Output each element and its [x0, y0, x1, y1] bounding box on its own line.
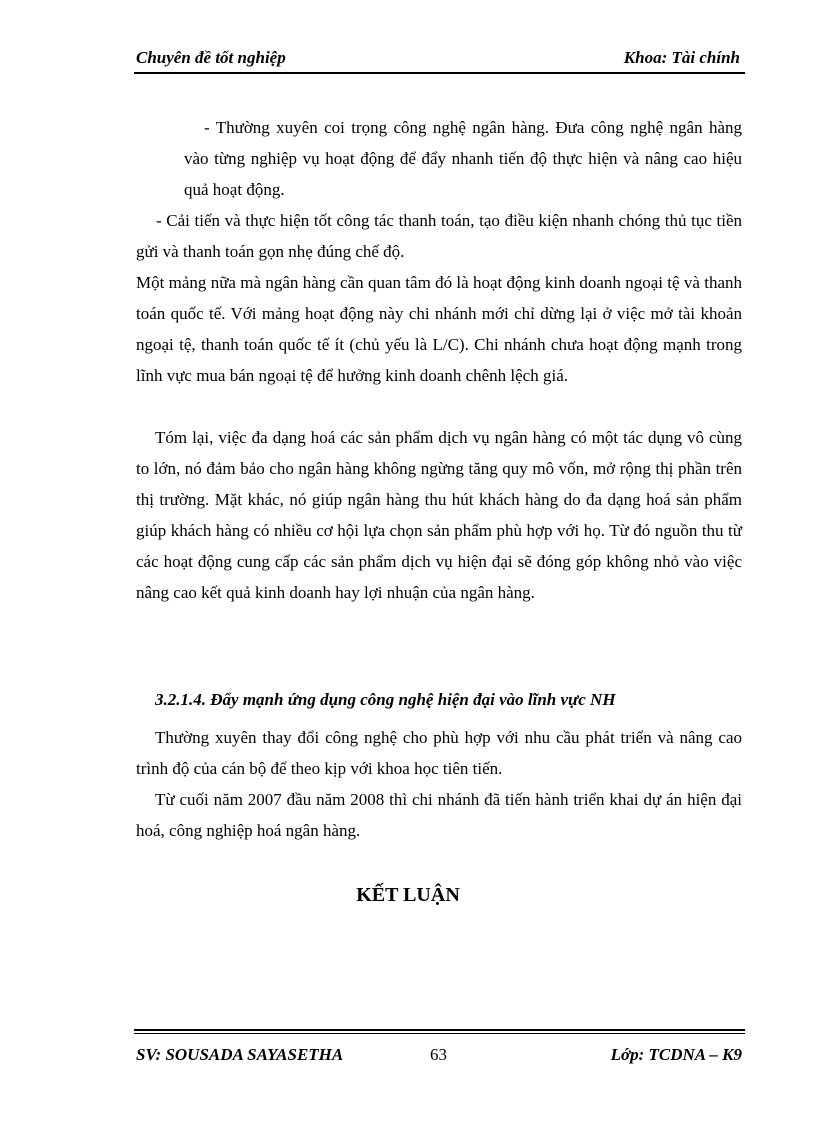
bullet-paragraph-2: - Cải tiến và thực hiện tốt công tác thanh toán, tạo điều kiện nhanh chóng thủ tục tiền gửi và thanh toán gọn nhẹ đúng chế độ.: [136, 211, 742, 261]
header-divider: [134, 72, 745, 74]
paragraph-technology: Thường xuyên thay đổi công nghệ cho phù hợp với nhu cầu phát triển và nâng cao trình độ của cán bộ để theo kịp với khoa học tiên tiến.: [136, 728, 742, 778]
footer-student: SV: SOUSADA SAYASETHA: [136, 1045, 344, 1064]
section-heading: 3.2.1.4. Đẩy mạnh ứng dụng công nghệ hiện đại vào lĩnh vực NH: [155, 690, 616, 709]
conclusion-title: KẾT LUẬN: [356, 884, 460, 906]
paragraph-summary: Tóm lại, việc đa dạng hoá các sản phẩm dịch vụ ngân hàng có một tác dụng vô cùng to lớn, nó đảm bảo cho ngân hàng không ngừng tăng quy mô vốn, mở rộng thị phần trên thị trường. Mặt khác, nó giúp ngân hàng thu hút khách hàng do đa dạng hoá sản phẩm giúp khách hàng có nhiều cơ hội lựa chọn sản phẩm phù hợp với họ. Từ đó nguồn thu từ các hoạt động cung cấp các sản phẩm dịch vụ hiện đại sẽ đóng góp không nhỏ vào việc nâng cao kết quả kinh doanh hay lợi nhuận của ngân hàng.: [136, 428, 742, 602]
header-department: Khoa: Tài chính: [623, 48, 740, 67]
page-footer: [136, 1045, 744, 1069]
paragraph-foreign-exchange: Một mảng nữa mà ngân hàng cần quan tâm đó là hoạt động kinh doanh ngoại tệ và thanh toán quốc tế. Với mảng hoạt động này chi nhánh mới chỉ dừng lại ở việc mở tài khoản ngoại tệ, thanh toán quốc tế ít (chủ yếu là L/C). Chi nhánh chưa hoạt động mạnh trong lĩnh vực mua bán ngoại tệ để hưởng kinh doanh chênh lệch giá.: [136, 273, 742, 385]
bullet-paragraph-1: - Thường xuyên coi trọng công nghệ ngân hàng. Đưa công nghệ ngân hàng vào từng nghiệp vụ hoạt động để đẩy nhanh tiến độ thực hiện và nâng cao hiệu quả hoạt động.: [184, 118, 742, 199]
page-header: [136, 48, 744, 70]
page-number: 63: [430, 1045, 447, 1064]
paragraph-modernization: Từ cuối năm 2007 đầu năm 2008 thì chi nhánh đã tiến hành triển khai dự án hiện đại hoá, công nghiệp hoá ngân hàng.: [136, 790, 742, 840]
footer-divider-thin: [134, 1033, 745, 1034]
header-title: Chuyên đề tốt nghiệp: [136, 48, 286, 67]
footer-class: Lớp: TCDNA – K9: [610, 1045, 742, 1064]
footer-divider: [134, 1029, 745, 1031]
